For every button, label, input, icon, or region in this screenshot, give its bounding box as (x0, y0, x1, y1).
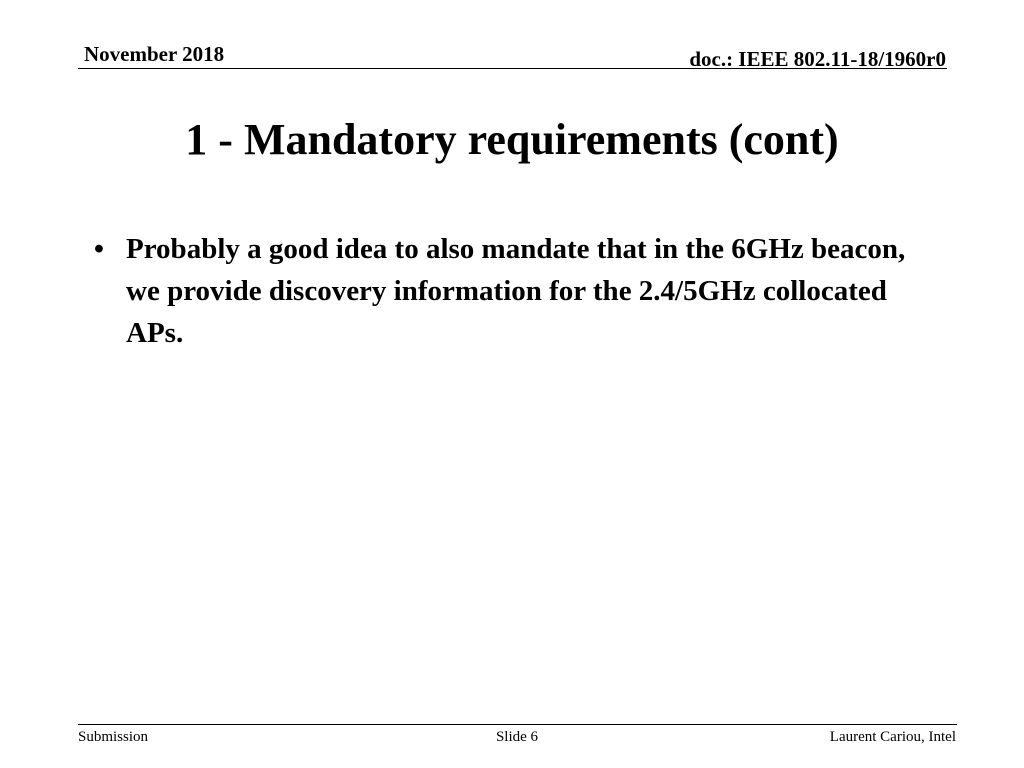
slide-title: 1 - Mandatory requirements (cont) (185, 115, 839, 164)
bullet-text: Probably a good idea to also mandate that in the 6GHz beacon, we provide discovery information for the 2.4/5GHz collocated APs. (126, 233, 906, 349)
header-divider (78, 68, 947, 69)
footer-slide-number: Slide 6 (495, 729, 539, 745)
bullet-item (84, 228, 944, 354)
bullet-marker: • (93, 233, 105, 265)
bullet-list (84, 228, 944, 354)
footer-author: Laurent Cariou, Intel (829, 729, 956, 745)
header-doc-id: doc.: IEEE 802.11-18/1960r0 (689, 47, 946, 71)
footer-divider (78, 724, 957, 725)
header-date: November 2018 (84, 42, 225, 66)
footer-submission: Submission (78, 729, 149, 745)
